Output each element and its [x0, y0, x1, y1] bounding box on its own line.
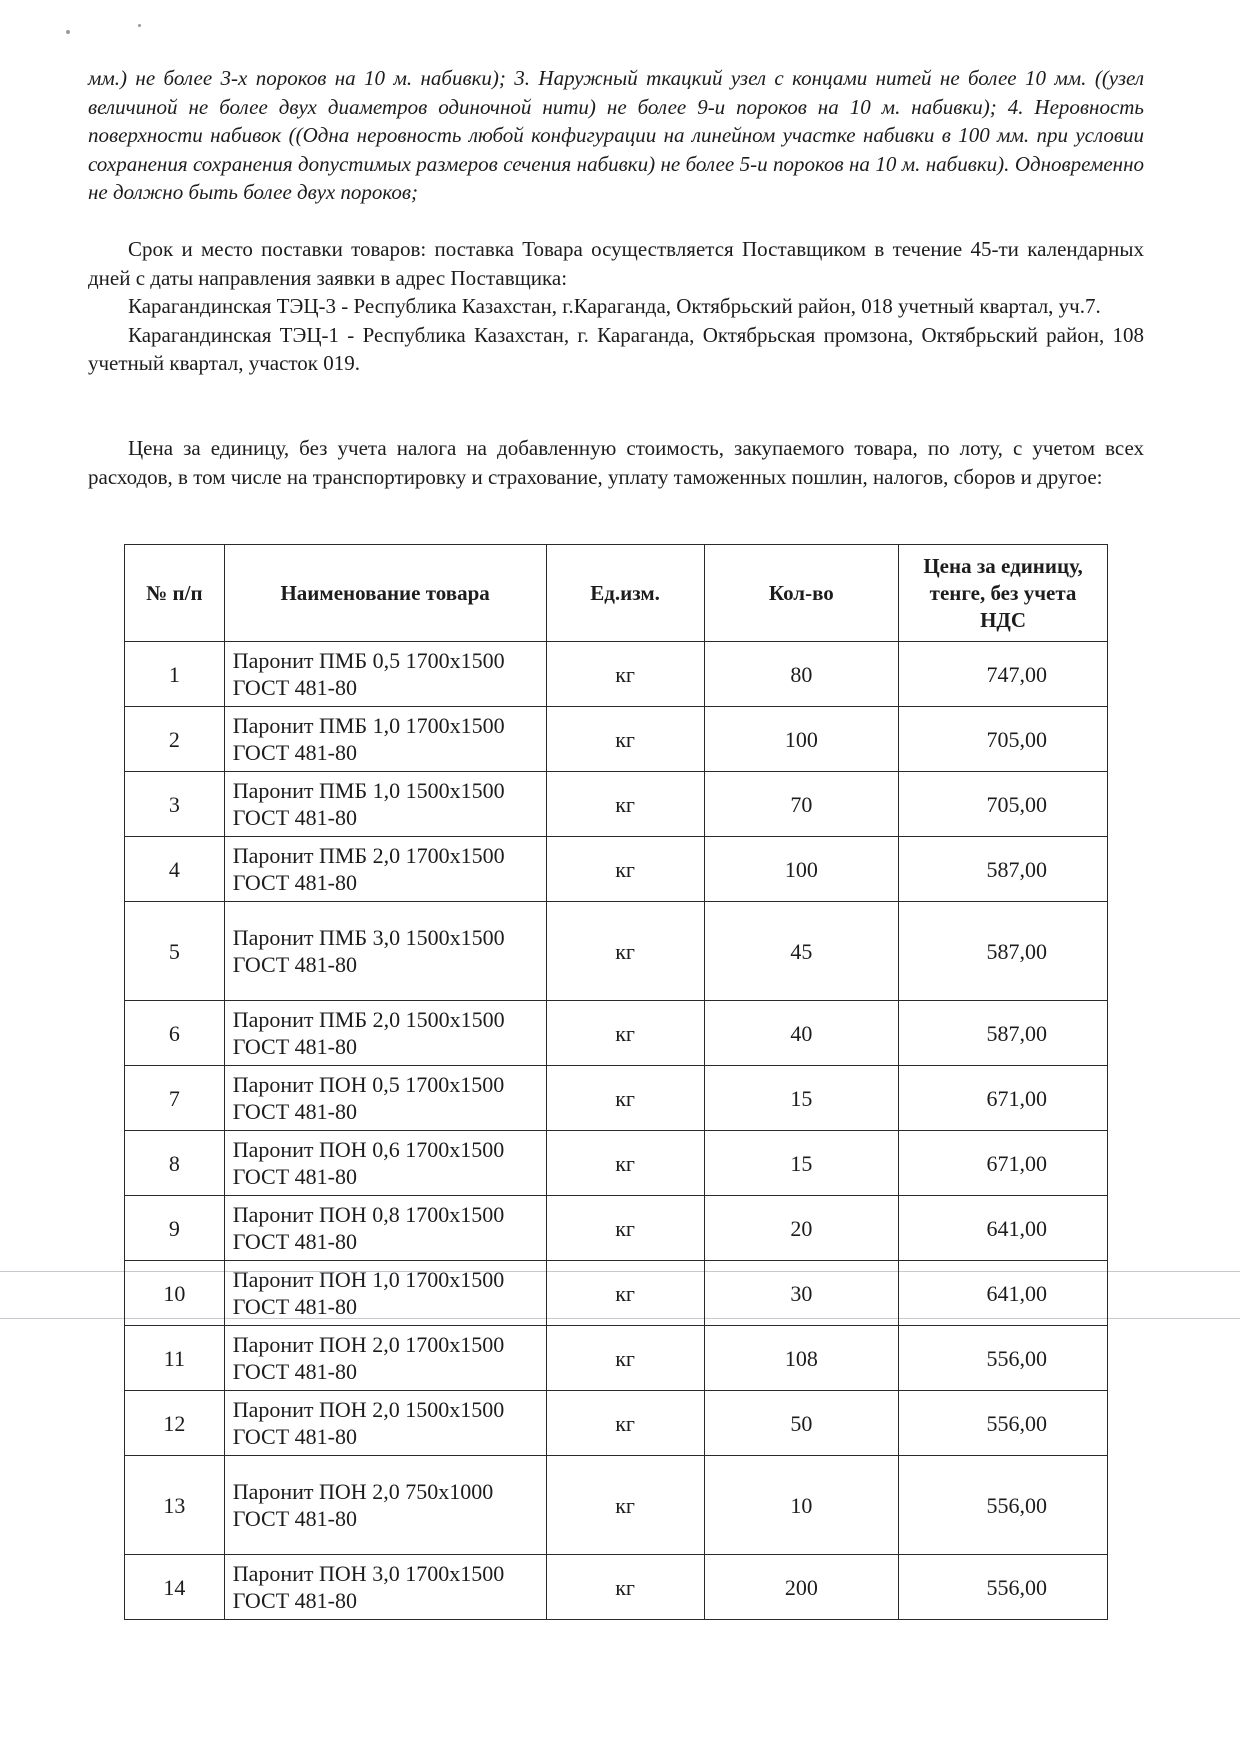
header-unit: Ед.изм.	[546, 545, 704, 642]
quantity: 70	[704, 772, 898, 837]
product-name-line1: Паронит ПОН 1,0 1700х1500	[232, 1267, 505, 1292]
product-name	[224, 1555, 546, 1620]
unit-price: 671,00	[899, 1131, 1108, 1196]
unit-price: 705,00	[899, 772, 1108, 837]
delivery-address-tec3: Карагандинская ТЭЦ-3 - Республика Казахстан, г.Караганда, Октябрьский район, 018 учетный квартал, уч.7.	[128, 294, 1101, 318]
product-standard: ГОСТ 481-80	[232, 1294, 357, 1319]
product-name	[224, 1066, 546, 1131]
row-number: 3	[125, 772, 225, 837]
product-name-line1: Паронит ПОН 3,0 1700х1500	[232, 1561, 505, 1586]
header-number: № п/п	[125, 545, 225, 642]
product-name	[224, 1196, 546, 1261]
unit-price: 587,00	[899, 837, 1108, 902]
unit: кг	[546, 902, 704, 1001]
unit-price: 641,00	[899, 1196, 1108, 1261]
unit-price: 587,00	[899, 1001, 1108, 1066]
product-name	[224, 1326, 546, 1391]
table-row	[125, 902, 1108, 1001]
unit: кг	[546, 1066, 704, 1131]
product-name-line1: Паронит ПОН 2,0 1700х1500	[232, 1332, 505, 1357]
product-name-line1: Паронит ПОН 0,8 1700х1500	[232, 1202, 505, 1227]
quantity: 100	[704, 707, 898, 772]
unit-price: 587,00	[899, 902, 1108, 1001]
row-number: 1	[125, 642, 225, 707]
quantity: 20	[704, 1196, 898, 1261]
product-name-line1: Паронит ПМБ 2,0 1500х1500	[232, 1007, 505, 1032]
price-table	[124, 544, 1108, 1620]
unit: кг	[546, 772, 704, 837]
product-standard: ГОСТ 481-80	[232, 1424, 357, 1449]
unit-price: 747,00	[899, 642, 1108, 707]
unit: кг	[546, 1391, 704, 1456]
row-number: 5	[125, 902, 225, 1001]
product-name	[224, 707, 546, 772]
unit: кг	[546, 1131, 704, 1196]
product-name-line1: Паронит ПМБ 1,0 1700х1500	[232, 713, 505, 738]
product-standard: ГОСТ 481-80	[232, 1164, 357, 1189]
quantity: 10	[704, 1456, 898, 1555]
product-name-line1: Паронит ПМБ 1,0 1500х1500	[232, 778, 505, 803]
row-number: 14	[125, 1555, 225, 1620]
intro-italic-paragraph: мм.) не более 3-х пороков на 10 м. набивки); 3. Наружный ткацкий узел с концами нитей не более 10 мм. ((узел величиной не более двух диаметров одиночной нити) не более 9-и пороков на 10 м. набивки); 4. Неровность поверхности набивок ((Одна неровность любой конфигурации на линейном участке набивки в 100 мм. при условии сохранения сохранения допустимых размеров сечения набивки) не более 5-и пороков на 10 м. набивки). Одновременно не должно быть более двух пороков;	[88, 66, 1144, 204]
unit-price: 556,00	[899, 1456, 1108, 1555]
table-row	[125, 772, 1108, 837]
unit: кг	[546, 1555, 704, 1620]
quantity: 100	[704, 837, 898, 902]
product-name	[224, 1391, 546, 1456]
unit-price: 556,00	[899, 1326, 1108, 1391]
product-name	[224, 837, 546, 902]
header-price: Цена за единицу, тенге, без учета НДС	[899, 545, 1108, 642]
row-number: 12	[125, 1391, 225, 1456]
unit-price: 641,00	[899, 1261, 1108, 1326]
price-terms: Цена за единицу, без учета налога на добавленную стоимость, закупаемого товара, по лоту, с учетом всех расходов, в том числе на транспортировку и страхование, уплату таможенных пошлин, налогов, сборов и другое:	[88, 436, 1144, 489]
product-name-line1: Паронит ПОН 0,5 1700х1500	[232, 1072, 505, 1097]
product-name-line1: Паронит ПОН 2,0 750х1000	[232, 1479, 494, 1504]
quantity: 50	[704, 1391, 898, 1456]
table-header-row	[125, 545, 1108, 642]
table-row	[125, 837, 1108, 902]
table-row	[125, 1456, 1108, 1555]
row-number: 13	[125, 1456, 225, 1555]
delivery-terms: Срок и место поставки товаров: поставка Товара осуществляется Поставщиком в течение 45-ти календарных дней с даты направления заявки в адрес Поставщика:	[88, 237, 1144, 290]
quantity: 15	[704, 1066, 898, 1131]
product-standard: ГОСТ 481-80	[232, 1229, 357, 1254]
unit: кг	[546, 707, 704, 772]
row-number: 7	[125, 1066, 225, 1131]
table-row	[125, 1326, 1108, 1391]
product-name-line1: Паронит ПМБ 0,5 1700х1500	[232, 648, 505, 673]
product-name-line1: Паронит ПМБ 3,0 1500х1500	[232, 925, 505, 950]
header-quantity: Кол-во	[704, 545, 898, 642]
unit: кг	[546, 1001, 704, 1066]
unit: кг	[546, 1196, 704, 1261]
unit: кг	[546, 837, 704, 902]
table-row	[125, 707, 1108, 772]
product-standard: ГОСТ 481-80	[232, 1588, 357, 1613]
row-number: 8	[125, 1131, 225, 1196]
unit-price: 556,00	[899, 1391, 1108, 1456]
product-name	[224, 902, 546, 1001]
table-row	[125, 1131, 1108, 1196]
row-number: 9	[125, 1196, 225, 1261]
product-standard: ГОСТ 481-80	[232, 1506, 357, 1531]
unit-price: 671,00	[899, 1066, 1108, 1131]
product-name	[224, 1131, 546, 1196]
quantity: 40	[704, 1001, 898, 1066]
table-row	[125, 1196, 1108, 1261]
price-section	[88, 434, 1144, 491]
quantity: 80	[704, 642, 898, 707]
delivery-address-tec1: Карагандинская ТЭЦ-1 - Республика Казахстан, г. Караганда, Октябрьская промзона, Октябрьский район, 108 учетный квартал, участок 019.	[88, 322, 1144, 375]
product-standard: ГОСТ 481-80	[232, 1034, 357, 1059]
product-name-line1: Паронит ПМБ 2,0 1700х1500	[232, 843, 505, 868]
product-standard: ГОСТ 481-80	[232, 805, 357, 830]
quantity: 30	[704, 1261, 898, 1326]
unit: кг	[546, 1326, 704, 1391]
product-name-line1: Паронит ПОН 2,0 1500х1500	[232, 1397, 505, 1422]
unit-price: 705,00	[899, 707, 1108, 772]
table-row	[125, 1001, 1108, 1066]
product-standard: ГОСТ 481-80	[232, 952, 357, 977]
product-name	[224, 1001, 546, 1066]
product-standard: ГОСТ 481-80	[232, 740, 357, 765]
quantity: 45	[704, 902, 898, 1001]
table-row	[125, 642, 1108, 707]
row-number: 4	[125, 837, 225, 902]
product-standard: ГОСТ 481-80	[232, 870, 357, 895]
product-name	[224, 1456, 546, 1555]
header-name: Наименование товара	[224, 545, 546, 642]
unit: кг	[546, 1456, 704, 1555]
quantity: 15	[704, 1131, 898, 1196]
table-row	[125, 1555, 1108, 1620]
row-number: 11	[125, 1326, 225, 1391]
product-name	[224, 1261, 546, 1326]
row-number: 10	[125, 1261, 225, 1326]
product-standard: ГОСТ 481-80	[232, 675, 357, 700]
product-name	[224, 772, 546, 837]
delivery-section	[88, 235, 1144, 378]
product-standard: ГОСТ 481-80	[232, 1359, 357, 1384]
product-name-line1: Паронит ПОН 0,6 1700х1500	[232, 1137, 505, 1162]
unit: кг	[546, 642, 704, 707]
table-row	[125, 1261, 1108, 1326]
quantity: 200	[704, 1555, 898, 1620]
quantity: 108	[704, 1326, 898, 1391]
row-number: 2	[125, 707, 225, 772]
row-number: 6	[125, 1001, 225, 1066]
unit-price: 556,00	[899, 1555, 1108, 1620]
table-row	[125, 1066, 1108, 1131]
product-standard: ГОСТ 481-80	[232, 1099, 357, 1124]
unit: кг	[546, 1261, 704, 1326]
scan-speck	[66, 30, 70, 34]
table-row	[125, 1391, 1108, 1456]
product-name	[224, 642, 546, 707]
scan-speck	[138, 24, 141, 27]
